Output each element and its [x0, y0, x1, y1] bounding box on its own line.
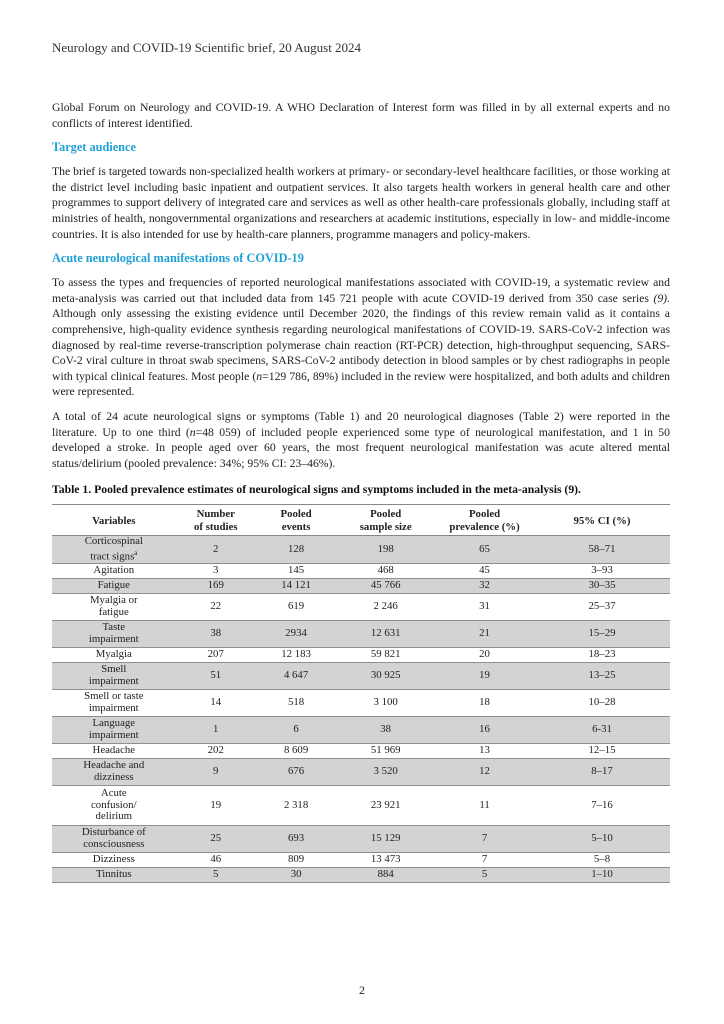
cell-sample-size: 51 969	[336, 744, 435, 759]
cell-ci: 1–10	[534, 868, 670, 883]
cell-studies: 51	[176, 663, 256, 690]
cell-events: 12 183	[256, 648, 336, 663]
cell-sample-size: 13 473	[336, 853, 435, 868]
cell-sample-size: 38	[336, 717, 435, 744]
cell-events: 809	[256, 853, 336, 868]
cell-sample-size: 12 631	[336, 621, 435, 648]
cell-studies: 169	[176, 579, 256, 594]
cell-ci: 6-31	[534, 717, 670, 744]
cell-variable: Myalgia or fatigue	[52, 594, 176, 621]
cell-studies: 5	[176, 868, 256, 883]
cell-prevalence: 7	[435, 853, 534, 868]
cell-studies: 25	[176, 826, 256, 853]
table-row	[52, 579, 670, 594]
cell-ci: 12–15	[534, 744, 670, 759]
cell-prevalence: 65	[435, 536, 534, 564]
cell-variable: Smell or taste impairment	[52, 690, 176, 717]
cell-events: 128	[256, 536, 336, 564]
cell-studies: 19	[176, 786, 256, 826]
page-header: Neurology and COVID-19 Scientific brief, 20 August 2024	[52, 40, 362, 55]
cell-ci: 7–16	[534, 786, 670, 826]
footnote-marker: a	[134, 548, 138, 557]
header-pooled-events: Pooled events	[256, 505, 336, 536]
table-caption: Table 1. Pooled prevalence estimates of neurological signs and symptoms included in the meta-analysis (9).	[52, 483, 581, 497]
cell-sample-size: 30 925	[336, 663, 435, 690]
cell-sample-size: 15 129	[336, 826, 435, 853]
table-row	[52, 786, 670, 826]
header-variables: Variables	[52, 505, 176, 536]
cell-prevalence: 45	[435, 564, 534, 579]
table-header-row	[52, 505, 670, 536]
cell-ci: 18–23	[534, 648, 670, 663]
table-row	[52, 826, 670, 853]
cell-sample-size: 2 246	[336, 594, 435, 621]
cell-studies: 38	[176, 621, 256, 648]
cell-studies: 22	[176, 594, 256, 621]
acute-manifestations-heading: Acute neurological manifestations of COVID-19	[52, 251, 304, 266]
cell-studies: 3	[176, 564, 256, 579]
cell-events: 693	[256, 826, 336, 853]
cell-prevalence: 7	[435, 826, 534, 853]
cell-ci: 15–29	[534, 621, 670, 648]
cell-prevalence: 21	[435, 621, 534, 648]
cell-prevalence: 20	[435, 648, 534, 663]
table-body	[52, 536, 670, 883]
cell-prevalence: 19	[435, 663, 534, 690]
cell-studies: 14	[176, 690, 256, 717]
cell-prevalence: 32	[435, 579, 534, 594]
target-audience-heading: Target audience	[52, 140, 136, 155]
table-row	[52, 594, 670, 621]
cell-ci: 13–25	[534, 663, 670, 690]
cell-events: 2934	[256, 621, 336, 648]
table-row	[52, 621, 670, 648]
cell-sample-size: 884	[336, 868, 435, 883]
table-row	[52, 663, 670, 690]
table-row	[52, 744, 670, 759]
cell-ci: 5–10	[534, 826, 670, 853]
cell-variable: Dizziness	[52, 853, 176, 868]
cell-sample-size: 3 520	[336, 759, 435, 786]
cell-sample-size: 45 766	[336, 579, 435, 594]
table-row	[52, 868, 670, 883]
cell-prevalence: 31	[435, 594, 534, 621]
cell-sample-size: 59 821	[336, 648, 435, 663]
cell-sample-size: 468	[336, 564, 435, 579]
cell-sample-size: 3 100	[336, 690, 435, 717]
reference-citation: (9).	[653, 291, 670, 305]
page-number: 2	[359, 983, 365, 997]
cell-sample-size: 198	[336, 536, 435, 564]
cell-events: 676	[256, 759, 336, 786]
cell-ci: 25–37	[534, 594, 670, 621]
cell-variable: Myalgia	[52, 648, 176, 663]
cell-variable: Language impairment	[52, 717, 176, 744]
header-pooled-sample-size: Pooled sample size	[336, 505, 435, 536]
cell-variable: Tinnitus	[52, 868, 176, 883]
cell-prevalence: 18	[435, 690, 534, 717]
cell-ci: 3–93	[534, 564, 670, 579]
cell-variable: Agitation	[52, 564, 176, 579]
table-row	[52, 690, 670, 717]
cell-ci: 8–17	[534, 759, 670, 786]
cell-variable: Acute confusion/ delirium	[52, 786, 176, 826]
cell-variable: Corticospinal tract signs$^a$	[52, 536, 176, 564]
cell-prevalence: 11	[435, 786, 534, 826]
cell-events: 30	[256, 868, 336, 883]
cell-events: 6	[256, 717, 336, 744]
cell-variable: Smell impairment	[52, 663, 176, 690]
cell-events: 4 647	[256, 663, 336, 690]
cell-variable: Fatigue	[52, 579, 176, 594]
cell-events: 619	[256, 594, 336, 621]
header-ci: 95% CI (%)	[534, 505, 670, 536]
cell-events: 518	[256, 690, 336, 717]
acute-paragraph-1: To assess the types and frequencies of reported neurological manifestations associated with COVID-19, a systematic review and meta-analysis was carried out that included data from 145 721 people with acute COVID-19 derived from 350 case series (9). Although only assessing the existing evidence until December 2020, the findings of this review remain valid as it contains a comprehensive, high-quality evidence synthesis regarding neurological manifestations of COVID-19. SARS-CoV-2 infection was diagnosed by real-time reverse-transcription polymerase chain reaction (RT-PCR) detection, high-throughput sequencing, SARS-CoV-2 viral culture in throat swab specimens, SARS-CoV-2 antibody detection in blood samples or by chest radiographs in people with typical clinical features. Most people (n=129 786, 89%) included in the review were hospitalized, and both adults and children were represented.	[52, 276, 670, 399]
cell-studies: 1	[176, 717, 256, 744]
cell-prevalence: 5	[435, 868, 534, 883]
intro-paragraph: Global Forum on Neurology and COVID-19. A WHO Declaration of Interest form was filled in by all external experts and no conflicts of interest identified.	[52, 101, 670, 130]
cell-ci: 10–28	[534, 690, 670, 717]
cell-events: 145	[256, 564, 336, 579]
acute-paragraph-2: A total of 24 acute neurological signs or symptoms (Table 1) and 20 neurological diagnoses (Table 2) were reported in the literature. Up to one third (n=48 059) of included people experienced some type of neurological manifestation, and 1 in 50 developed a stroke. In people aged over 60 years, the most frequent neurological manifestation was acute altered mental status/delirium (pooled prevalence: 34%; 95% CI: 23–46%).	[52, 409, 670, 470]
cell-studies: 46	[176, 853, 256, 868]
cell-variable: Headache and dizziness	[52, 759, 176, 786]
header-number-of-studies: Number of studies	[176, 505, 256, 536]
cell-ci: 30–35	[534, 579, 670, 594]
table-row	[52, 717, 670, 744]
cell-prevalence: 16	[435, 717, 534, 744]
target-audience-paragraph: The brief is targeted towards non-specialized health workers at primary- or secondary-level healthcare facilities, or those working at the district level including basic inpatient and outpatient services. It also targets health workers in general health care and other programmes to support delivery of integrated care and services as well as other health-care professionals globally, including staff at ministries of health, nongovernmental organizations and researchers at academic institutions, especially in low- and middle-income countries. It is also intended for use by health-care planners, programme managers and policy-makers.	[52, 165, 670, 241]
cell-prevalence: 13	[435, 744, 534, 759]
table-row	[52, 564, 670, 579]
table-row	[52, 759, 670, 786]
cell-variable: Headache	[52, 744, 176, 759]
cell-variable: Taste impairment	[52, 621, 176, 648]
document-body	[52, 100, 670, 883]
cell-studies: 207	[176, 648, 256, 663]
cell-prevalence: 12	[435, 759, 534, 786]
cell-studies: 9	[176, 759, 256, 786]
cell-events: 14 121	[256, 579, 336, 594]
cell-events: 8 609	[256, 744, 336, 759]
cell-variable: Disturbance of consciousness	[52, 826, 176, 853]
cell-ci: 5–8	[534, 853, 670, 868]
header-pooled-prevalence: Pooled prevalence (%)	[435, 505, 534, 536]
table-row	[52, 536, 670, 564]
cell-sample-size: 23 921	[336, 786, 435, 826]
prevalence-table	[52, 504, 670, 883]
cell-events: 2 318	[256, 786, 336, 826]
cell-studies: 202	[176, 744, 256, 759]
table-row	[52, 853, 670, 868]
table-row	[52, 648, 670, 663]
cell-studies: 2	[176, 536, 256, 564]
cell-ci: 58–71	[534, 536, 670, 564]
